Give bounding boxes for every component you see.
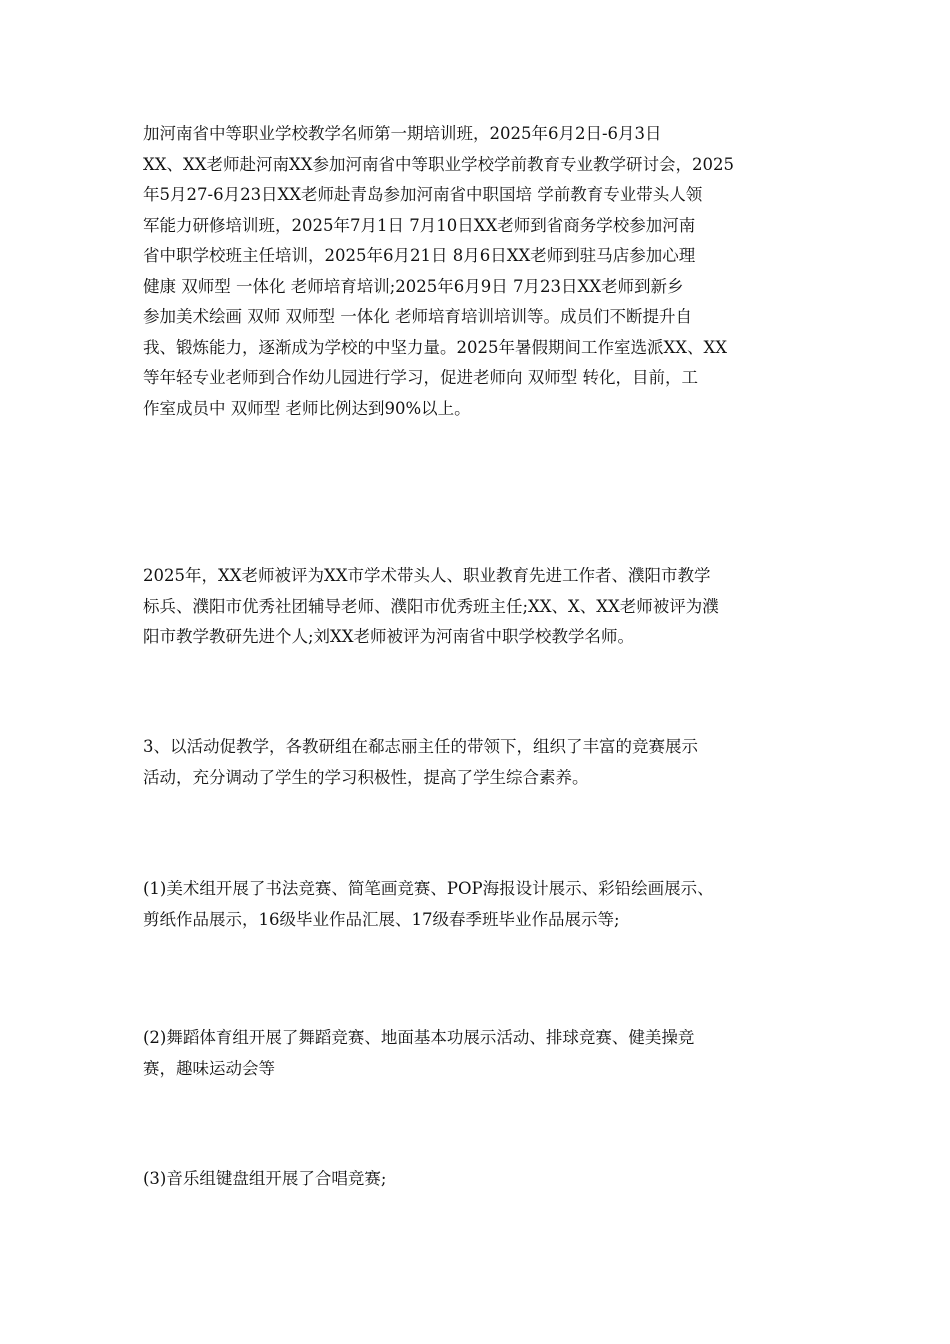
text-line: 我、锻炼能力，逐渐成为学校的中坚力量。2025年暑假期间工作室选派XX、XX <box>143 337 727 357</box>
text-line: 参加美术绘画 双师 双师型 一体化 老师培育培训培训等。成员们不断提升自 <box>143 307 692 326</box>
text-line: 活动，充分调动了学生的学习积极性，提高了学生综合素养。 <box>143 767 589 787</box>
text-line: 加河南省中等职业学校教学名师第一期培训班，2025年6月2日-6月3日 <box>143 124 662 143</box>
text-line: 剪纸作品展示，16级毕业作品汇展、17级春季班毕业作品展示等; <box>143 909 620 929</box>
text-line: 2025年，XX老师被评为XX市学术带头人、职业教育先进工作者、濮阳市教学 <box>143 566 711 585</box>
paragraph-awards <box>143 561 811 653</box>
text-line: (2)舞蹈体育组开展了舞蹈竞赛、地面基本功展示活动、排球竞赛、健美操竞 <box>143 1028 695 1047</box>
text-line: 阳市教学教研先进个人;刘XX老师被评为河南省中职学校教学名师。 <box>143 627 635 646</box>
paragraph-music-group <box>143 1164 811 1195</box>
text-line: 赛，趣味运动会等 <box>143 1058 275 1078</box>
paragraph-dance-group <box>143 1023 811 1084</box>
paragraph-activities <box>143 732 811 793</box>
text-line: 3、以活动促教学，各教研组在郗志丽主任的带领下，组织了丰富的竞赛展示 <box>143 737 698 756</box>
text-line: XX、XX老师赴河南XX参加河南省中等职业学校学前教育专业教学研讨会，2025 <box>143 154 734 174</box>
text-line: 年5月27-6月23日XX老师赴青岛参加河南省中职国培 学前教育专业带头人领 <box>143 185 703 204</box>
paragraph-training <box>143 119 811 424</box>
text-line: 作室成员中 双师型 老师比例达到90%以上。 <box>143 398 471 418</box>
paragraph-art-group <box>143 874 811 935</box>
text-line: 健康 双师型 一体化 老师培育培训;2025年6月9日 7月23日XX老师到新乡 <box>143 276 684 296</box>
text-line: 等年轻专业老师到合作幼儿园进行学习，促进老师向 双师型 转化，目前，工 <box>143 368 698 387</box>
text-line: (3)音乐组键盘组开展了合唱竞赛; <box>143 1169 387 1188</box>
text-line: 省中职学校班主任培训，2025年6月21日 8月6日XX老师到驻马店参加心理 <box>143 246 696 265</box>
text-line: 军能力研修培训班，2025年7月1日 7月10日XX老师到省商务学校参加河南 <box>143 215 696 235</box>
text-line: 标兵、濮阳市优秀社团辅导老师、濮阳市优秀班主任;XX、X、XX老师被评为濮 <box>143 596 719 616</box>
text-line: (1)美术组开展了书法竞赛、简笔画竞赛、POP海报设计展示、彩铅绘画展示、 <box>143 879 714 898</box>
